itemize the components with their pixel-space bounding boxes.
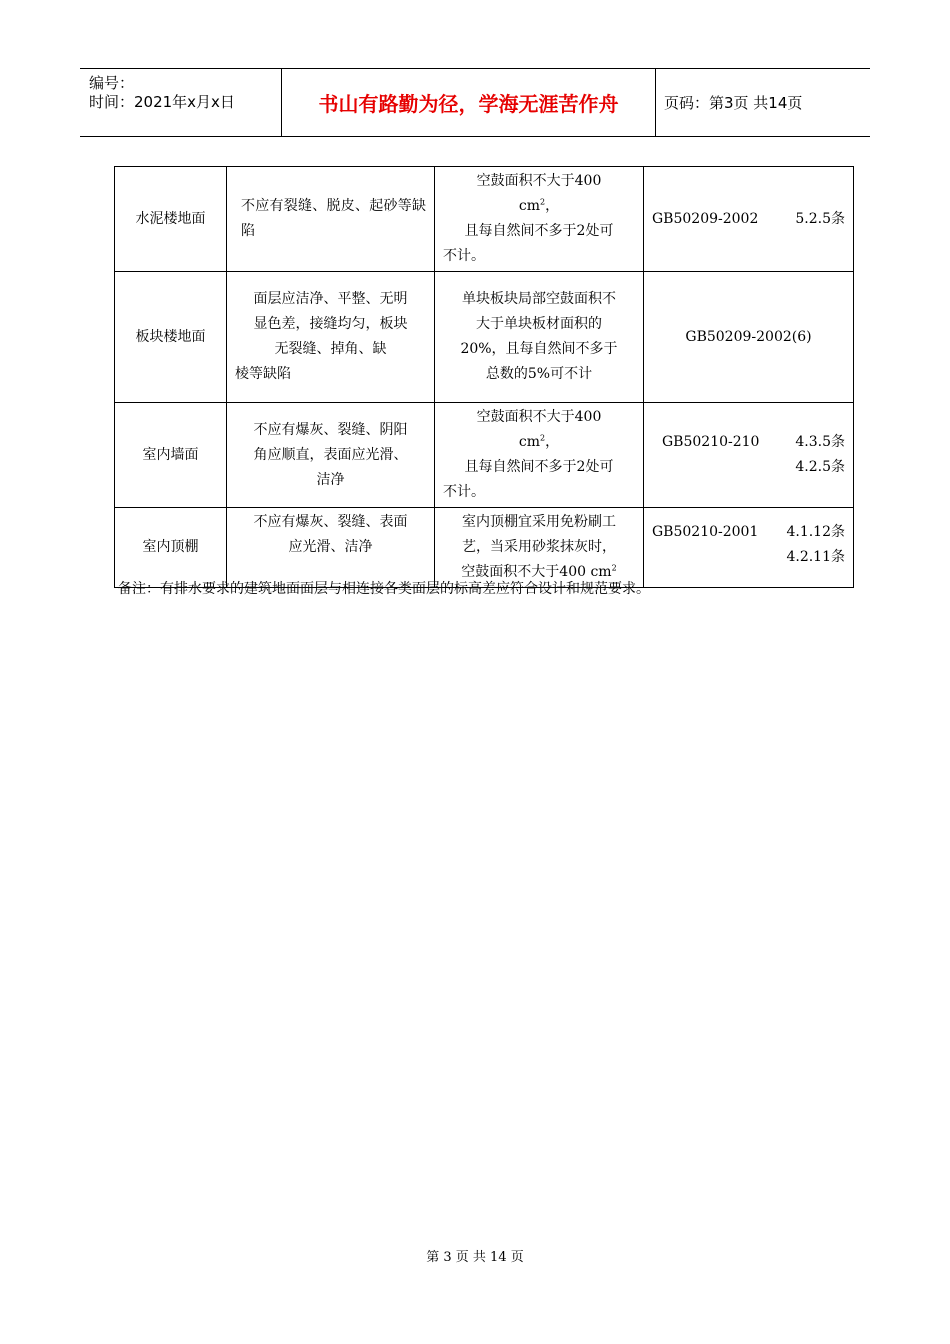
row-requirement [435,272,644,403]
desc-line: 面层应洁净、平整、无明 [253,291,408,307]
req-line: 艺，当采用砂浆抹灰时， [462,539,616,555]
page-header [80,68,870,137]
std-code: GB50210-210 [662,434,760,450]
std-clause: 4.2.5条 [795,459,845,475]
header-page-info: 页码：第3页 共14页 [664,94,803,112]
req-line: 空鼓面积不大于400 [476,173,602,189]
row-name: 板块楼地面 [115,272,227,403]
desc-text: 不应有裂缝、脱皮、起砂等缺陷 [241,198,426,239]
table-row [115,403,854,508]
std-line [662,455,845,480]
std-clause: 4.2.11条 [786,549,845,565]
req-line [443,430,635,455]
desc-line: 应光滑、洁净 [288,539,373,555]
req-line: 且每自然间不多于2处可 [464,459,614,475]
std-line [652,520,845,545]
std-code: GB50210-2001 [652,524,759,540]
desc-line: 显色差，接缝均匀，板块 [253,316,408,332]
desc-line: 洁净 [316,471,345,488]
table-row [115,272,854,403]
req-line: 不计。 [443,484,485,500]
desc-line: 棱等缺陷 [235,366,291,382]
req-comma: ， [545,198,560,214]
row-name: 室内顶棚 [115,508,227,588]
spec-table [114,166,854,588]
std-code: GB50209-2002 [652,210,759,227]
row-name: 室内墙面 [115,403,227,508]
row-requirement [435,167,644,272]
req-unit: cm [518,198,541,214]
desc-line: 不应有爆灰、裂缝、阴阳 [253,421,408,438]
desc-line: 不应有爆灰、裂缝、表面 [253,514,408,530]
desc-line: 无裂缝、掉角、缺 [274,341,387,357]
row-desc [227,167,435,272]
req-line: 空鼓面积不大于400 [476,409,602,425]
header-motto: 书山有路勤为径，学海无涯苦作舟 [281,69,656,136]
row-requirement [435,508,644,588]
req-line [443,194,635,219]
remark-note: 备注：有排水要求的建筑地面面层与相连接各类面层的标高差应符合设计和规范要求。 [118,581,650,597]
row-name: 水泥楼地面 [115,167,227,272]
req-line: 室内顶棚宜采用免粉刷工 [462,514,616,530]
page-footer: 第 3 页 共 14 页 [426,1250,524,1265]
req-line: 不计。 [443,248,485,264]
row-standard [644,508,854,588]
req-text: 空鼓面积不大于400 cm [461,564,612,580]
std-code: GB50209-2002(6) [685,328,812,345]
row-desc [227,403,435,508]
req-line: 大于单块板材面积的 [476,316,602,332]
header-meta [80,69,281,136]
row-desc [227,508,435,588]
superscript: 2 [611,563,617,573]
code-label: 编号： [89,74,135,92]
row-standard [644,167,854,272]
row-standard [644,272,854,403]
std-line [652,545,845,570]
req-unit: cm [518,434,541,450]
req-comma: ， [545,434,560,450]
table-row [115,508,854,588]
row-desc [227,272,435,403]
std-clause: 5.2.5条 [795,210,845,227]
row-requirement [435,403,644,508]
superscript: 2 [540,433,546,443]
std-clause: 4.1.12条 [786,524,845,540]
req-line: 单块板块局部空鼓面积不 [462,291,616,307]
req-line: 且每自然间不多于2处可 [464,223,614,239]
row-standard [644,403,854,508]
req-line: 20%，且每自然间不多于 [460,341,618,357]
req-line: 总数的5%可不计 [485,366,593,382]
time-label: 时间：2021年x月x日 [89,93,235,111]
desc-line: 角应顺直，表面应光滑、 [253,446,408,463]
table-row [115,167,854,272]
std-line [662,430,845,455]
superscript: 2 [540,197,546,207]
std-clause: 4.3.5条 [795,434,845,450]
std-line [652,207,845,232]
